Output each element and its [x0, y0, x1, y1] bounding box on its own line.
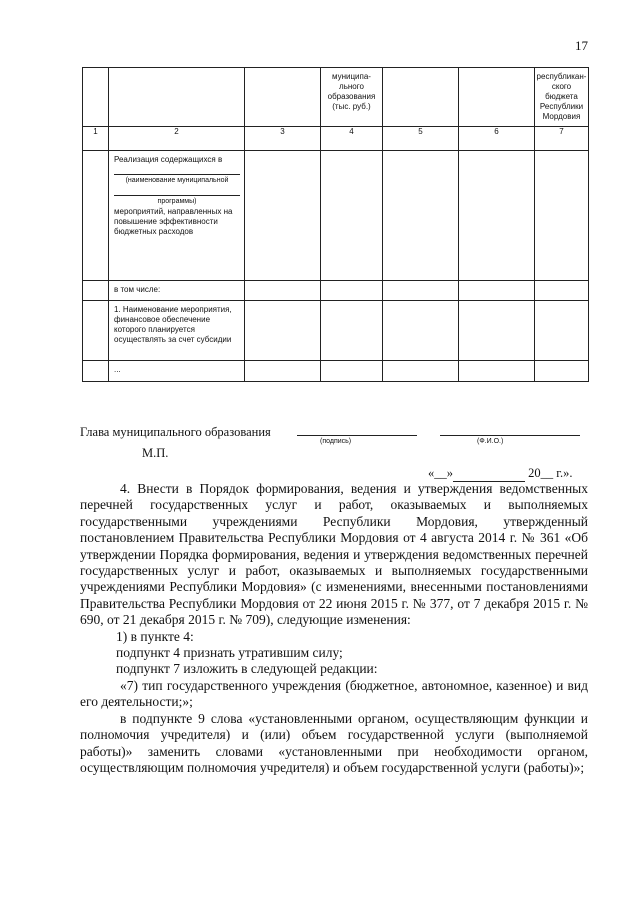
col-num: 5: [383, 127, 459, 151]
row1-caption2: программы): [157, 198, 197, 205]
name-caption: (Ф.И.О.): [477, 438, 504, 445]
body-text: [80, 481, 588, 776]
col-num: 3: [245, 127, 321, 151]
signature-line: [297, 435, 417, 436]
paragraph: «7) тип государственного учреждения (бюджетное, автономное, казенное) и вид его деятельности;»;: [80, 677, 588, 710]
blank-line: [114, 165, 240, 175]
table-row: [83, 281, 589, 301]
column-number-row: [83, 127, 589, 151]
date-line: [428, 466, 572, 482]
row2-cell: в том числе:: [109, 281, 245, 301]
budget-table: [82, 67, 589, 382]
name-line: [440, 435, 580, 436]
table-row: [83, 301, 589, 361]
paragraph: в подпункте 9 слова «установленными органом, осуществляющим функции и полномочия учредителя) и (или) объем государственной услуги (выполняемой работы)» заменить словами «установленными при необходимости органом, осуществляющим полномочия учредителя) и объем государственной услуги (работы)»;: [80, 710, 588, 775]
col-num: 6: [459, 127, 535, 151]
col-num: 2: [109, 127, 245, 151]
blank-line: [114, 186, 240, 196]
signature-caption: (подпись): [320, 438, 352, 445]
paragraph: подпункт 4 признать утратившим силу;: [116, 645, 343, 661]
paragraph: подпункт 7 изложить в следующей редакции:: [116, 661, 378, 677]
date-day: «__»: [428, 466, 453, 480]
date-month-blank: [453, 466, 525, 482]
header-col7: республикан-ского бюджета Республики Мордовия: [535, 68, 589, 127]
row1-caption1: (наименование муниципальной: [125, 177, 229, 184]
header-col4: муниципа-льного образования (тыс. руб.): [321, 68, 383, 127]
paragraph: 1) в пункте 4:: [116, 628, 194, 644]
page-number: 17: [575, 38, 588, 53]
date-year: 20__ г.».: [528, 466, 573, 480]
table-header-row: [83, 68, 589, 127]
row1-line2: мероприятий, направленных на повышение эффективности бюджетных расходов: [114, 207, 233, 236]
col-num: 1: [83, 127, 109, 151]
signature-label: Глава муниципального образования: [80, 425, 271, 439]
row3-cell: 1. Наименование мероприятия, финансовое обеспечение которого планируется осуществлять за счет субсидии: [109, 301, 245, 361]
paragraph: 4. Внести в Порядок формирования, ведения и утверждения ведомственных перечней государственных услуг и работ, оказываемых и выполняемых государственными учреждениями Республики Мордовия, утвержденный постановлением Правительства Республики Мордовия от 4 августа 2014 г. № 361 «Об утверждении Порядка формирования, ведения и утверждения ведомственных перечней государственных услуг и работ, оказываемых и выполняемых государственными учреждениями Республики Мордовия» (с изменениями, внесенными постановлениями Правительства Республики Мордовия от 22 июня 2015 г. № 377, от 7 декабря 2015 г. № 690, от 21 декабря 2015 г. № 709), следующие изменения:: [80, 481, 588, 628]
col-num: 7: [535, 127, 589, 151]
table-row: [83, 151, 589, 281]
row4-cell: ...: [109, 361, 245, 382]
stamp-place: М.П.: [142, 446, 169, 460]
table-row: [83, 361, 589, 382]
col-num: 4: [321, 127, 383, 151]
row1-cell: [109, 151, 245, 281]
row1-line1: Реализация содержащихся в: [114, 155, 223, 164]
